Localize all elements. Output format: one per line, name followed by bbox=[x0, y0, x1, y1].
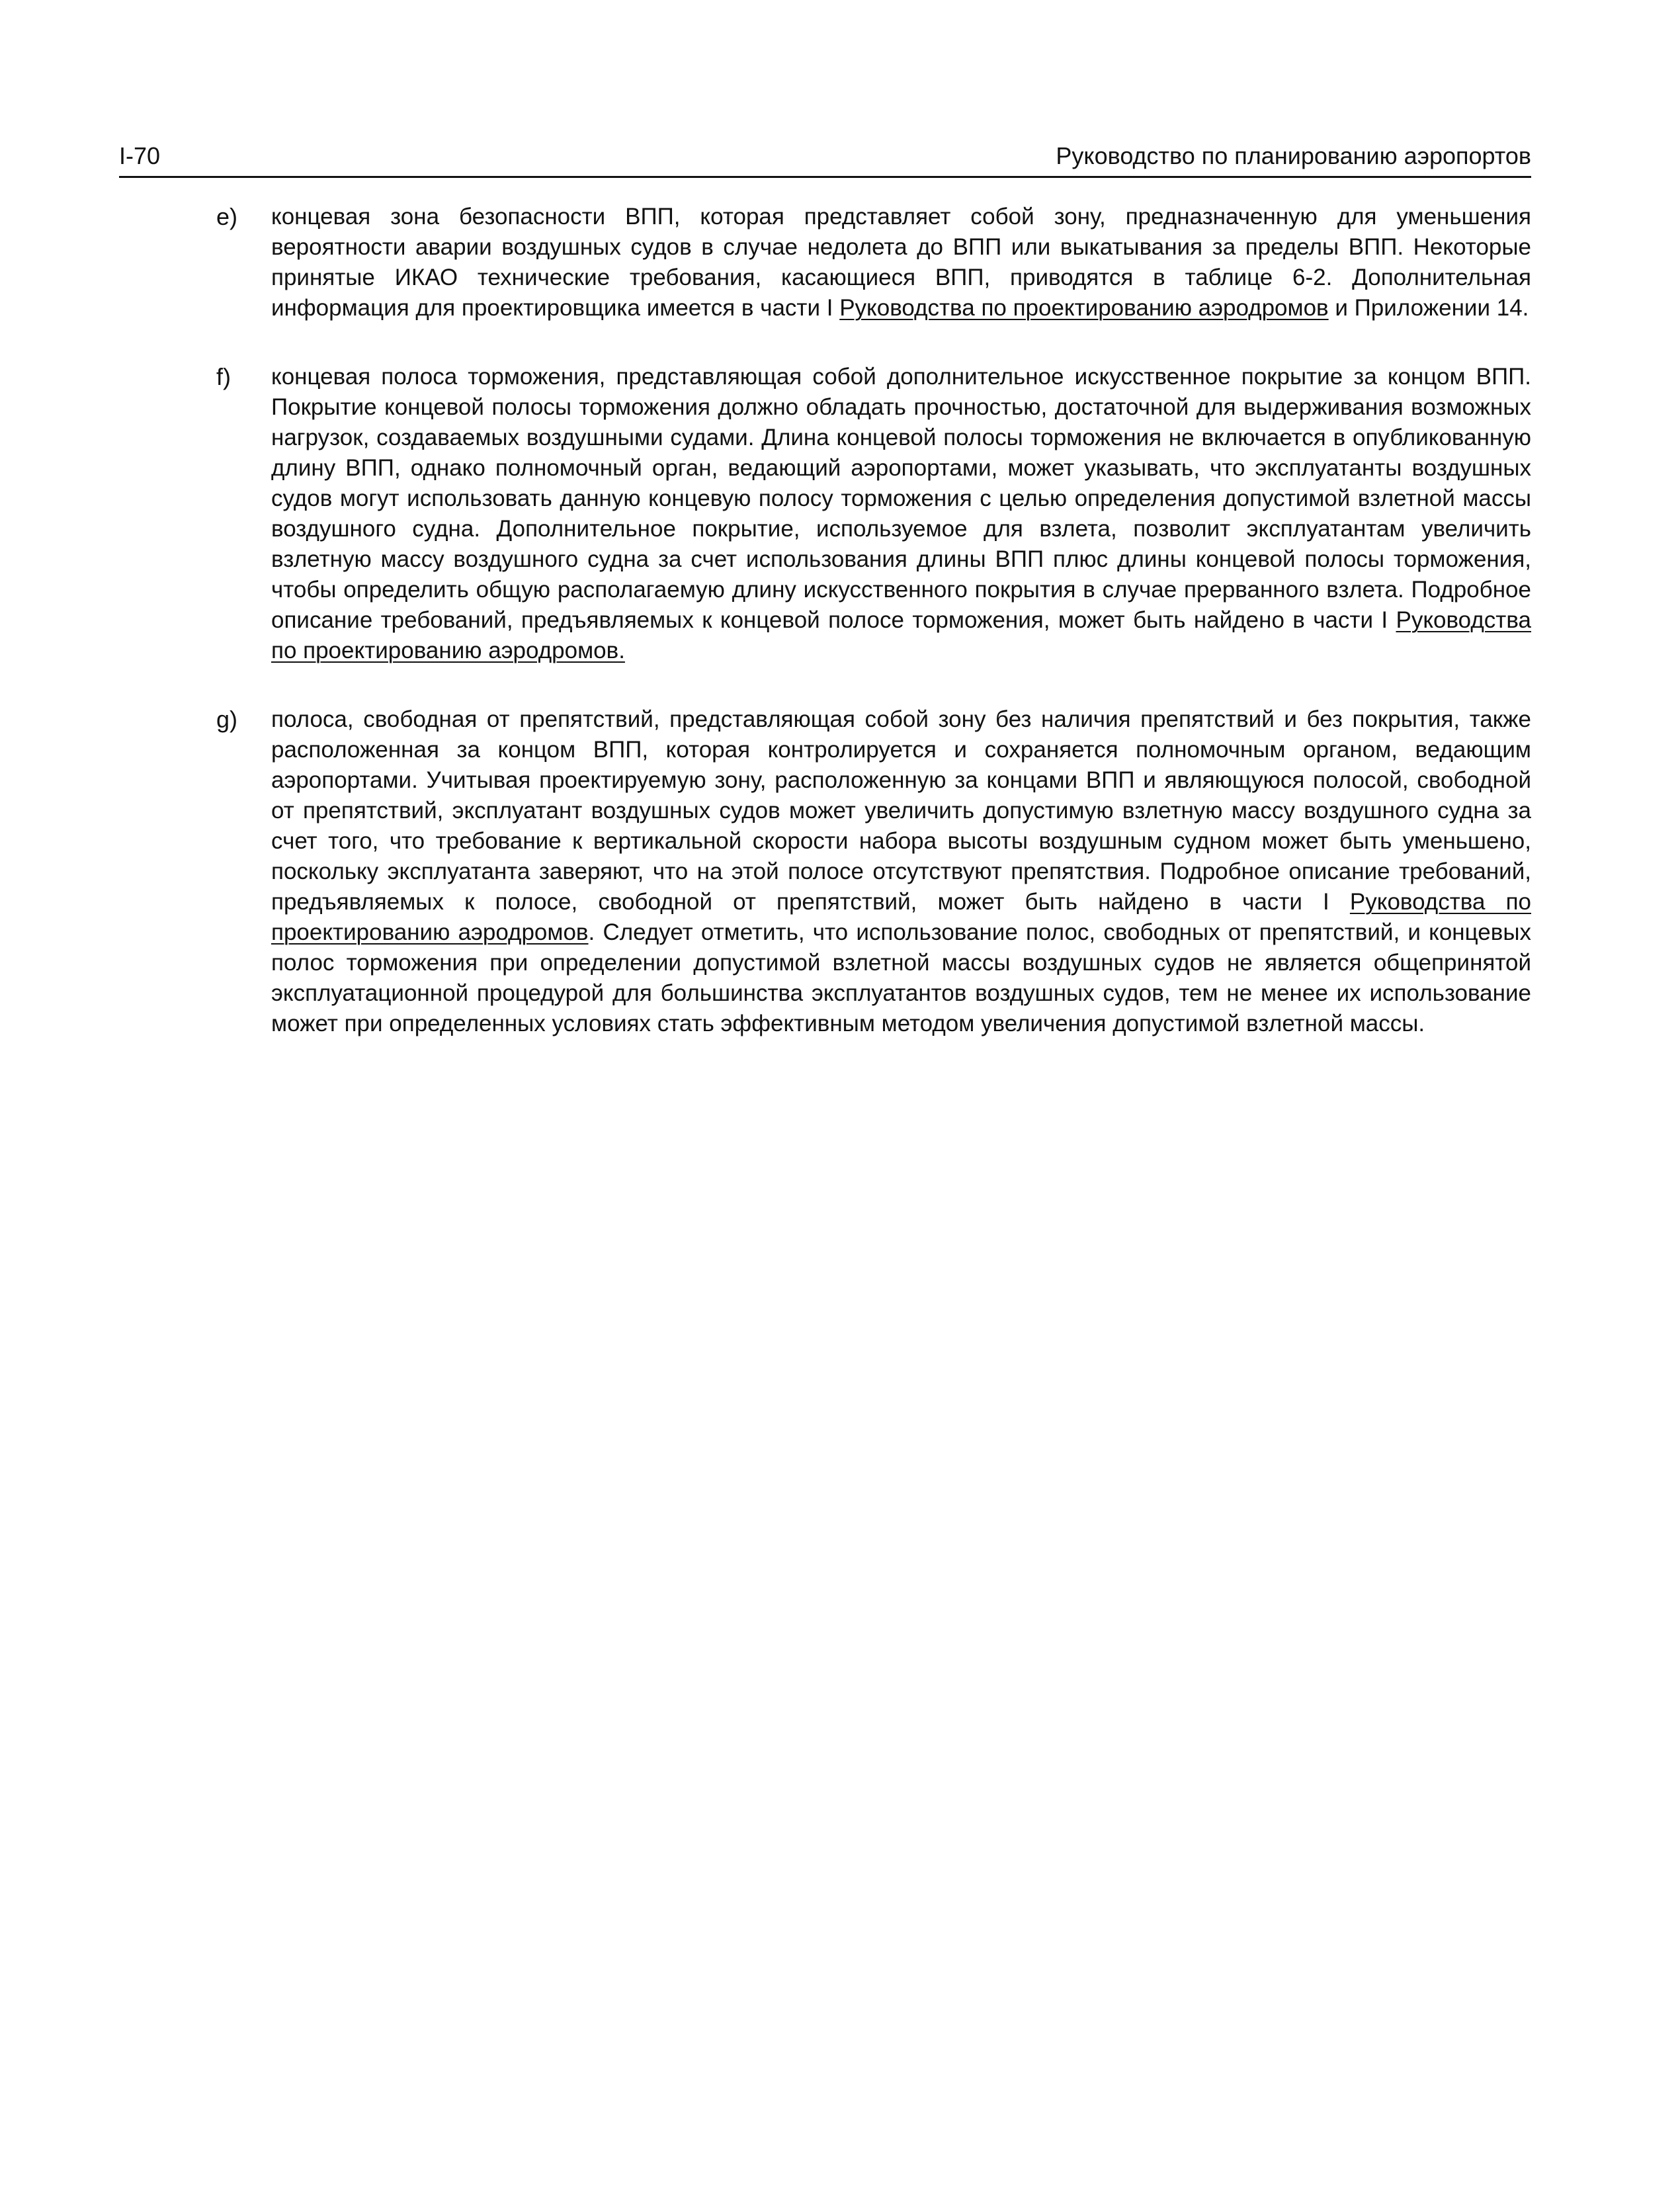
item-label: g) bbox=[216, 706, 238, 733]
document-reference-link: Руководства по проектированию аэродромов. bbox=[271, 607, 1531, 663]
item-label: f) bbox=[216, 363, 231, 390]
item-list bbox=[119, 202, 1531, 1077]
item-paragraph bbox=[271, 704, 1531, 1039]
item-text-part: полоса, свободная от препятствий, представляющая собой зону без наличия препятствий и без покрытия, также расположенная за концом ВПП, которая контролируется и сохраняется полномочным органом, ведающим аэропортами. Учитывая проектируемую зону, расположенную за концами ВПП и являющуюся полосой, свободной от препятствий, эксплуатант воздушных судов может увеличить допустимую взлетную массу воздушного судна за счет того, что требование к вертикальной скорости набора высоты воздушным судном может быть уменьшено, поскольку эксплуатанта заверяют, что на этой полосе отсутствуют препятствия. Подробное описание требований, предъявляемых к полосе, свободной от препятствий, может быть найдено в части I bbox=[271, 706, 1531, 915]
item-paragraph bbox=[271, 202, 1531, 323]
item-paragraph bbox=[271, 362, 1531, 666]
document-reference-link: Руководства по проектированию аэродромов bbox=[839, 295, 1329, 321]
item-label: e) bbox=[216, 203, 238, 230]
item-text-part: концевая зона безопасности ВПП, которая представляет собой зону, предназначенную для уменьшения вероятности аварии воздушных судов в случае недолета до ВПП или выкатывания за пределы ВПП. Некоторые принятые ИКАО технические требования, касающиеся ВПП, приводятся в таблице 6-2. Дополнительная информация для проектировщика имеется в части I bbox=[271, 204, 1531, 321]
page-header bbox=[119, 139, 1531, 178]
list-item-g bbox=[119, 704, 1531, 1039]
list-item-f bbox=[119, 362, 1531, 666]
page-number: I-70 bbox=[119, 142, 161, 169]
item-text-part: и Приложении 14. bbox=[1328, 295, 1529, 321]
item-text-part: . Следует отметить, что использование полос, свободных от препятствий, и концевых полос торможения при определении допустимой взлетной массы воздушных судов не является общепринятой эксплуатационной процедурой для большинства эксплуатантов воздушных судов, тем не менее их использование может при определенных условиях стать эффективным методом увеличения допустимой взлетной массы. bbox=[271, 919, 1532, 1036]
list-item-e bbox=[119, 202, 1531, 323]
item-text-part: концевая полоса торможения, представляющая собой дополнительное искусственное покрытие за концом ВПП. Покрытие концевой полосы торможения должно обладать прочностью, достаточной для выдерживания возможных нагрузок, создаваемых воздушными судами. Длина концевой полосы торможения не включается в опубликованную длину ВПП, однако полномочный орган, ведающий аэропортами, может указывать, что эксплуатанты воздушных судов могут использовать данную концевую полосу торможения с целью определения допустимой взлетной массы воздушного судна. Дополнительное покрытие, используемое для взлета, позволит эксплуатантам увеличить взлетную массу воздушного судна за счет использования длины ВПП плюс длины концевой полосы торможения, чтобы определить общую располагаемую длину искусственного покрытия в случае прерванного взлета. Подробное описание требований, предъявляемых к концевой полосе торможения, может быть найдено в части I bbox=[271, 364, 1531, 633]
document-reference-link: Руководства по проектированию аэродромов bbox=[271, 889, 1531, 945]
running-title: Руководство по планированию аэропортов bbox=[1056, 142, 1531, 169]
